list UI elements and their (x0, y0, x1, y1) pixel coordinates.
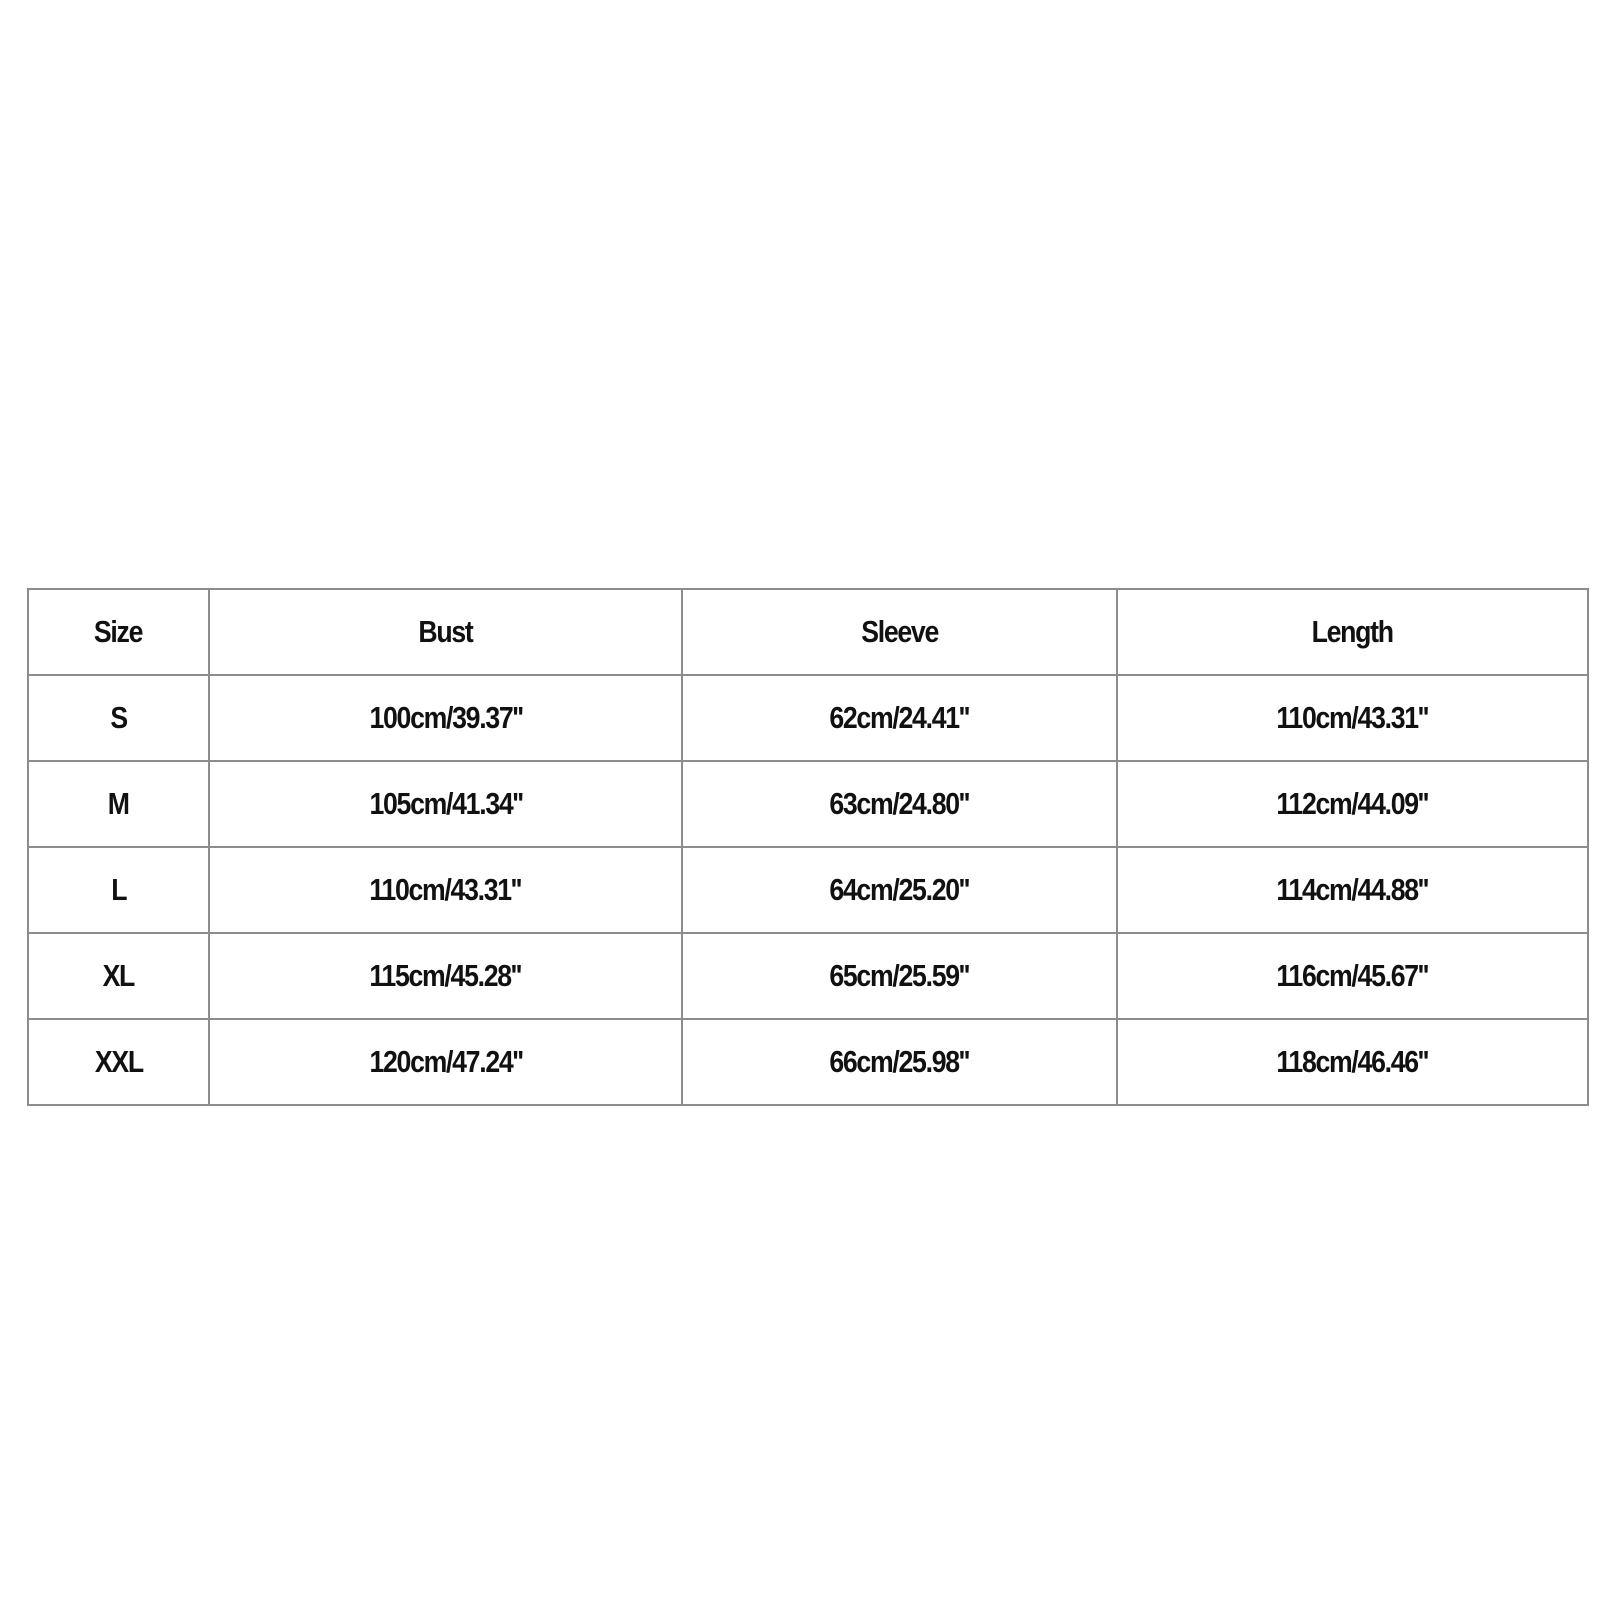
header-size: Size (28, 589, 209, 675)
table-row (28, 847, 1588, 933)
length-cell: 118cm/46.46'' (1117, 1019, 1588, 1105)
header-bust: Bust (209, 589, 682, 675)
length-cell: 110cm/43.31'' (1117, 675, 1588, 761)
table-row (28, 933, 1588, 1019)
table-row (28, 761, 1588, 847)
bust-cell: 115cm/45.28'' (209, 933, 682, 1019)
bust-cell: 105cm/41.34'' (209, 761, 682, 847)
size-cell: XL (28, 933, 209, 1019)
sleeve-cell: 63cm/24.80'' (682, 761, 1117, 847)
sleeve-cell: 64cm/25.20'' (682, 847, 1117, 933)
table-row (28, 675, 1588, 761)
bust-cell: 120cm/47.24'' (209, 1019, 682, 1105)
length-cell: 112cm/44.09'' (1117, 761, 1588, 847)
header-length: Length (1117, 589, 1588, 675)
header-sleeve: Sleeve (682, 589, 1117, 675)
size-cell: XXL (28, 1019, 209, 1105)
size-chart-table (27, 588, 1589, 1106)
table-row (28, 1019, 1588, 1105)
size-cell: M (28, 761, 209, 847)
sleeve-cell: 66cm/25.98'' (682, 1019, 1117, 1105)
sleeve-cell: 65cm/25.59'' (682, 933, 1117, 1019)
length-cell: 116cm/45.67'' (1117, 933, 1588, 1019)
length-cell: 114cm/44.88'' (1117, 847, 1588, 933)
size-cell: S (28, 675, 209, 761)
bust-cell: 100cm/39.37'' (209, 675, 682, 761)
table-header-row (28, 589, 1588, 675)
bust-cell: 110cm/43.31'' (209, 847, 682, 933)
sleeve-cell: 62cm/24.41'' (682, 675, 1117, 761)
size-cell: L (28, 847, 209, 933)
